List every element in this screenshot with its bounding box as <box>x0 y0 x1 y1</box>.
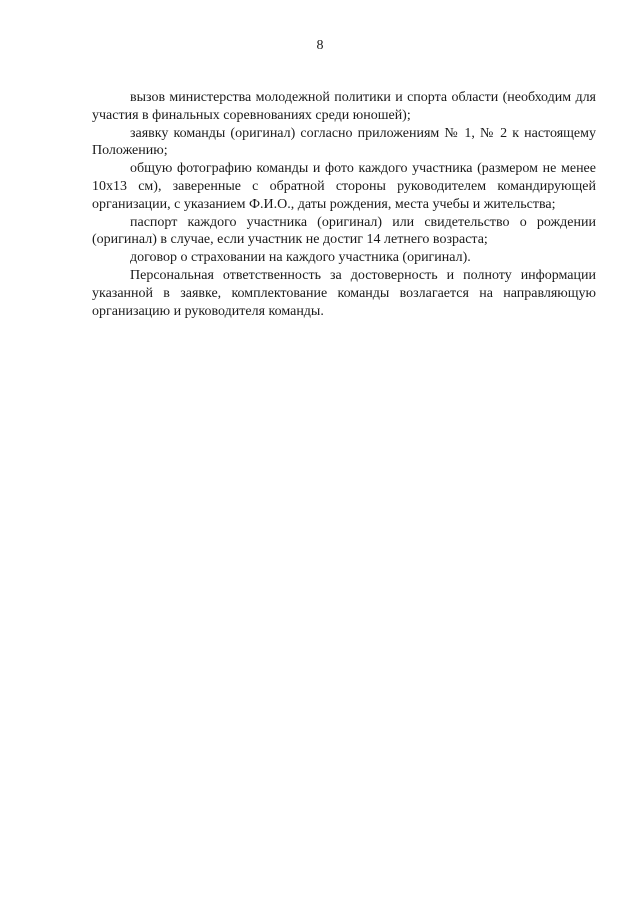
page-number: 8 <box>316 38 324 53</box>
paragraph-insurance: договор о страховании на каждого участника (оригинал). <box>130 250 471 266</box>
paragraph-team-photos: общую фотографию команды и фото каждого участника (размером не менее 10х13 см), заверенные с обратной стороны руководителем командирующей организации, с указанием Ф.И.О., даты рождения, места учебы и жительства; <box>92 161 596 212</box>
paragraph-ministry-summons: вызов министерства молодежной политики и спорта области (необходим для участия в финальных соревнованиях среди юношей); <box>92 90 596 123</box>
paragraph-responsibility: Персональная ответственность за достоверность и полноту информации указанной в заявке, комплектование команды возлагается на направляющую организацию и руководителя команды. <box>92 267 596 319</box>
document-body <box>92 89 596 320</box>
paragraph-passport: паспорт каждого участника (оригинал) или свидетельство о рождении (оригинал) в случае, если участник не достиг 14 летнего возраста; <box>92 214 596 248</box>
paragraph-team-application: заявку команды (оригинал) согласно приложениям № 1, № 2 к настоящему Положению; <box>92 125 596 159</box>
